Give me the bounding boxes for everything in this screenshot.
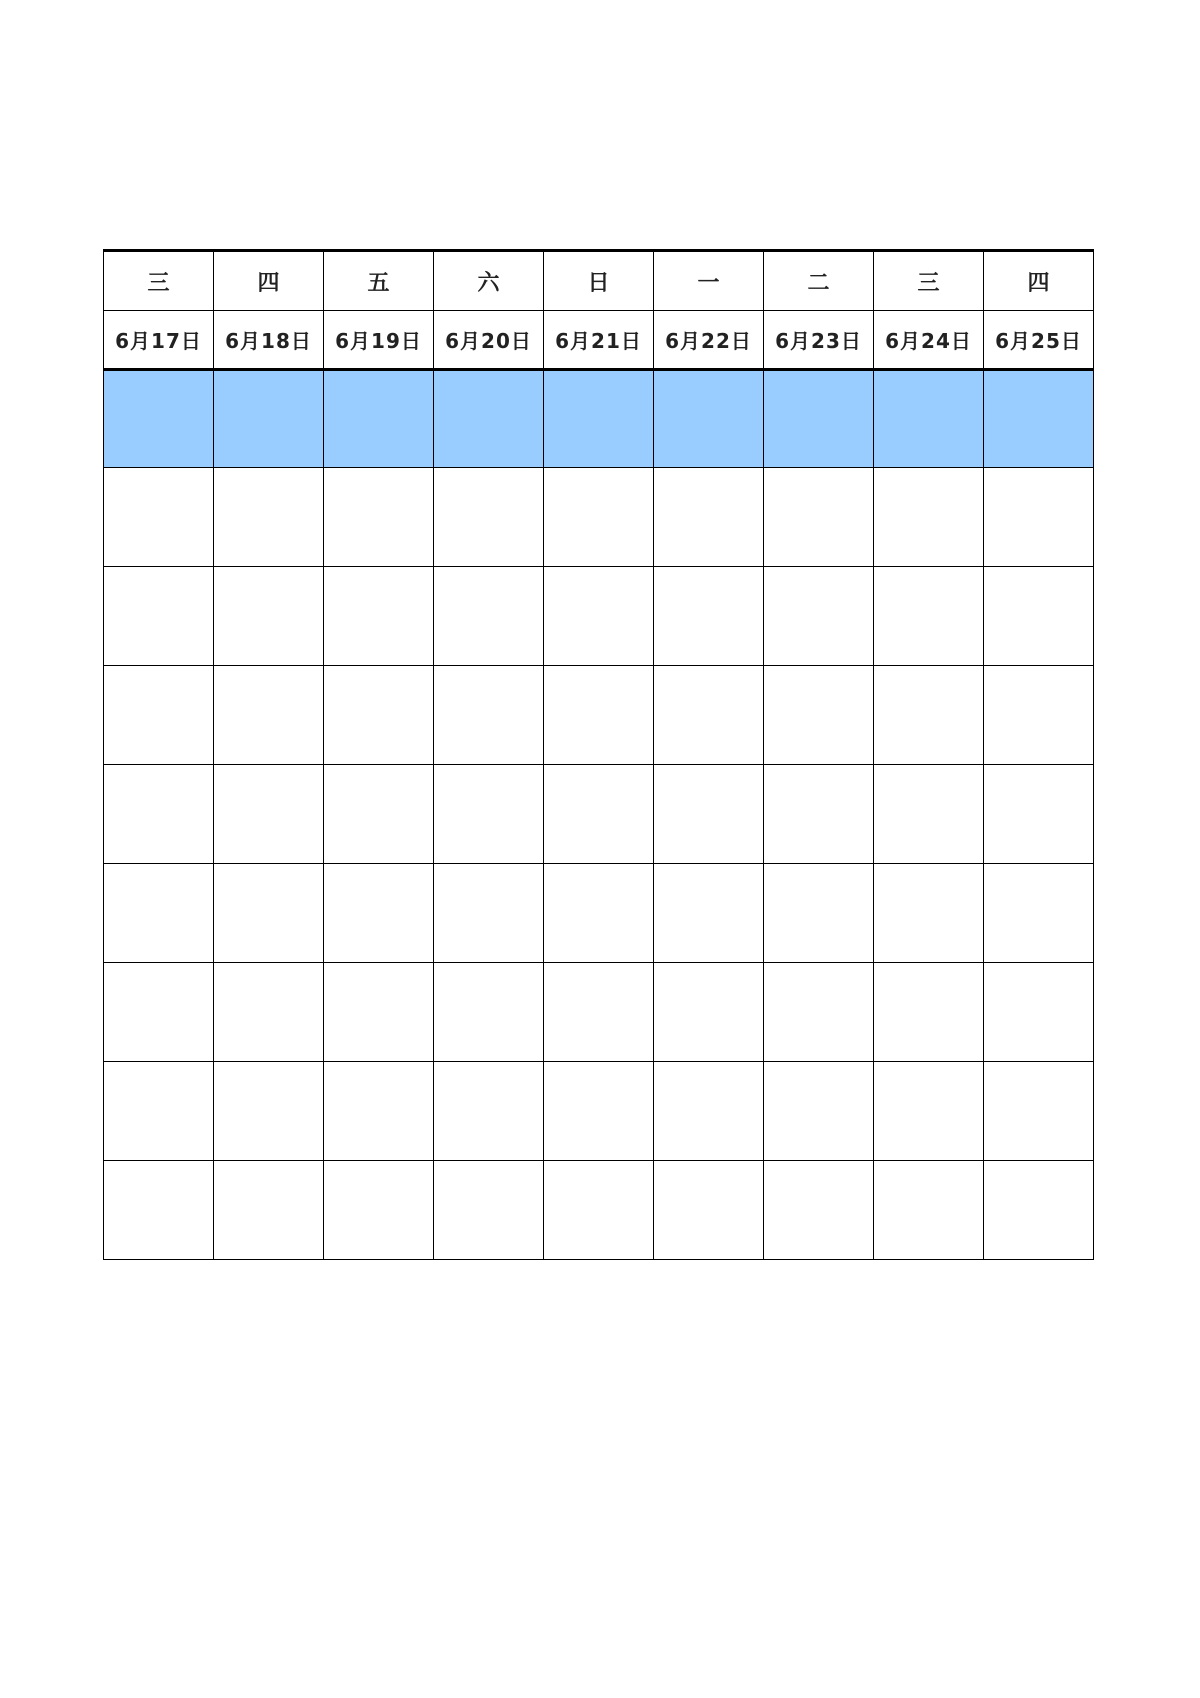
entry-cell[interactable] bbox=[764, 963, 874, 1062]
entry-cell[interactable] bbox=[214, 1062, 324, 1161]
entry-cell[interactable] bbox=[214, 765, 324, 864]
entry-cell[interactable] bbox=[764, 864, 874, 963]
entry-cell[interactable] bbox=[324, 1161, 434, 1260]
entry-cell[interactable] bbox=[434, 1161, 544, 1260]
date-cell: 6月21日 bbox=[544, 311, 654, 370]
entry-cell[interactable] bbox=[984, 567, 1094, 666]
weekday-cell: 日 bbox=[544, 251, 654, 311]
entry-cell[interactable] bbox=[324, 567, 434, 666]
entry-cell[interactable] bbox=[984, 765, 1094, 864]
highlight-cell[interactable] bbox=[654, 370, 764, 468]
weekday-cell: 四 bbox=[984, 251, 1094, 311]
entry-cell[interactable] bbox=[104, 864, 214, 963]
entry-cell[interactable] bbox=[544, 963, 654, 1062]
entry-cell[interactable] bbox=[324, 963, 434, 1062]
entry-cell[interactable] bbox=[654, 963, 764, 1062]
entry-cell[interactable] bbox=[874, 963, 984, 1062]
schedule-table bbox=[103, 249, 1094, 1260]
entry-cell[interactable] bbox=[654, 864, 764, 963]
weekday-cell: 五 bbox=[324, 251, 434, 311]
entry-cell[interactable] bbox=[434, 666, 544, 765]
weekday-cell: 六 bbox=[434, 251, 544, 311]
entry-cell[interactable] bbox=[654, 666, 764, 765]
date-cell: 6月18日 bbox=[214, 311, 324, 370]
entry-cell[interactable] bbox=[764, 666, 874, 765]
entry-row bbox=[104, 1161, 1094, 1260]
entry-cell[interactable] bbox=[874, 1062, 984, 1161]
entry-cell[interactable] bbox=[324, 765, 434, 864]
entry-cell[interactable] bbox=[104, 1062, 214, 1161]
entry-cell[interactable] bbox=[874, 666, 984, 765]
entry-row bbox=[104, 765, 1094, 864]
date-cell: 6月25日 bbox=[984, 311, 1094, 370]
entry-cell[interactable] bbox=[984, 963, 1094, 1062]
date-cell: 6月17日 bbox=[104, 311, 214, 370]
weekday-cell: 二 bbox=[764, 251, 874, 311]
weekday-row bbox=[104, 251, 1094, 311]
entry-cell[interactable] bbox=[214, 864, 324, 963]
entry-row bbox=[104, 666, 1094, 765]
entry-cell[interactable] bbox=[874, 468, 984, 567]
entry-row bbox=[104, 963, 1094, 1062]
entry-cell[interactable] bbox=[104, 567, 214, 666]
entry-cell[interactable] bbox=[434, 765, 544, 864]
entry-cell[interactable] bbox=[654, 1161, 764, 1260]
entry-cell[interactable] bbox=[654, 468, 764, 567]
entry-cell[interactable] bbox=[434, 864, 544, 963]
entry-cell[interactable] bbox=[324, 468, 434, 567]
entry-row bbox=[104, 468, 1094, 567]
entry-cell[interactable] bbox=[874, 567, 984, 666]
entry-cell[interactable] bbox=[654, 1062, 764, 1161]
entry-cell[interactable] bbox=[764, 1062, 874, 1161]
entry-cell[interactable] bbox=[984, 468, 1094, 567]
entry-cell[interactable] bbox=[434, 468, 544, 567]
entry-cell[interactable] bbox=[324, 864, 434, 963]
date-cell: 6月24日 bbox=[874, 311, 984, 370]
date-cell: 6月20日 bbox=[434, 311, 544, 370]
entry-cell[interactable] bbox=[764, 765, 874, 864]
entry-cell[interactable] bbox=[544, 567, 654, 666]
weekday-cell: 四 bbox=[214, 251, 324, 311]
entry-cell[interactable] bbox=[764, 1161, 874, 1260]
entry-cell[interactable] bbox=[764, 567, 874, 666]
entry-cell[interactable] bbox=[544, 666, 654, 765]
entry-cell[interactable] bbox=[324, 666, 434, 765]
highlight-cell[interactable] bbox=[984, 370, 1094, 468]
weekday-cell: 三 bbox=[874, 251, 984, 311]
entry-cell[interactable] bbox=[104, 666, 214, 765]
date-row bbox=[104, 311, 1094, 370]
entry-cell[interactable] bbox=[214, 1161, 324, 1260]
entry-cell[interactable] bbox=[544, 468, 654, 567]
entry-cell[interactable] bbox=[434, 963, 544, 1062]
entry-cell[interactable] bbox=[544, 1161, 654, 1260]
highlight-cell[interactable] bbox=[324, 370, 434, 468]
entry-cell[interactable] bbox=[984, 864, 1094, 963]
highlight-row bbox=[104, 370, 1094, 468]
entry-row bbox=[104, 864, 1094, 963]
entry-cell[interactable] bbox=[214, 666, 324, 765]
entry-cell[interactable] bbox=[214, 963, 324, 1062]
entry-cell[interactable] bbox=[434, 1062, 544, 1161]
entry-cell[interactable] bbox=[984, 1161, 1094, 1260]
date-cell: 6月19日 bbox=[324, 311, 434, 370]
weekday-cell: 一 bbox=[654, 251, 764, 311]
date-cell: 6月23日 bbox=[764, 311, 874, 370]
entry-cell[interactable] bbox=[104, 963, 214, 1062]
entry-cell[interactable] bbox=[104, 1161, 214, 1260]
entry-cell[interactable] bbox=[874, 1161, 984, 1260]
entry-cell[interactable] bbox=[874, 765, 984, 864]
entry-cell[interactable] bbox=[324, 1062, 434, 1161]
entry-row bbox=[104, 1062, 1094, 1161]
entry-cell[interactable] bbox=[984, 1062, 1094, 1161]
entry-cell[interactable] bbox=[104, 765, 214, 864]
entry-cell[interactable] bbox=[654, 567, 764, 666]
entry-cell[interactable] bbox=[874, 864, 984, 963]
entry-cell[interactable] bbox=[214, 567, 324, 666]
highlight-cell[interactable] bbox=[874, 370, 984, 468]
entry-cell[interactable] bbox=[654, 765, 764, 864]
entry-cell[interactable] bbox=[984, 666, 1094, 765]
highlight-cell[interactable] bbox=[764, 370, 874, 468]
entry-cell[interactable] bbox=[434, 567, 544, 666]
highlight-cell[interactable] bbox=[104, 370, 214, 468]
highlight-cell[interactable] bbox=[214, 370, 324, 468]
entry-cell[interactable] bbox=[764, 468, 874, 567]
entry-row bbox=[104, 567, 1094, 666]
highlight-cell[interactable] bbox=[544, 370, 654, 468]
entry-cell[interactable] bbox=[544, 864, 654, 963]
date-cell: 6月22日 bbox=[654, 311, 764, 370]
entry-cell[interactable] bbox=[544, 1062, 654, 1161]
highlight-cell[interactable] bbox=[434, 370, 544, 468]
weekday-cell: 三 bbox=[104, 251, 214, 311]
entry-cell[interactable] bbox=[544, 765, 654, 864]
entry-cell[interactable] bbox=[214, 468, 324, 567]
entry-cell[interactable] bbox=[104, 468, 214, 567]
